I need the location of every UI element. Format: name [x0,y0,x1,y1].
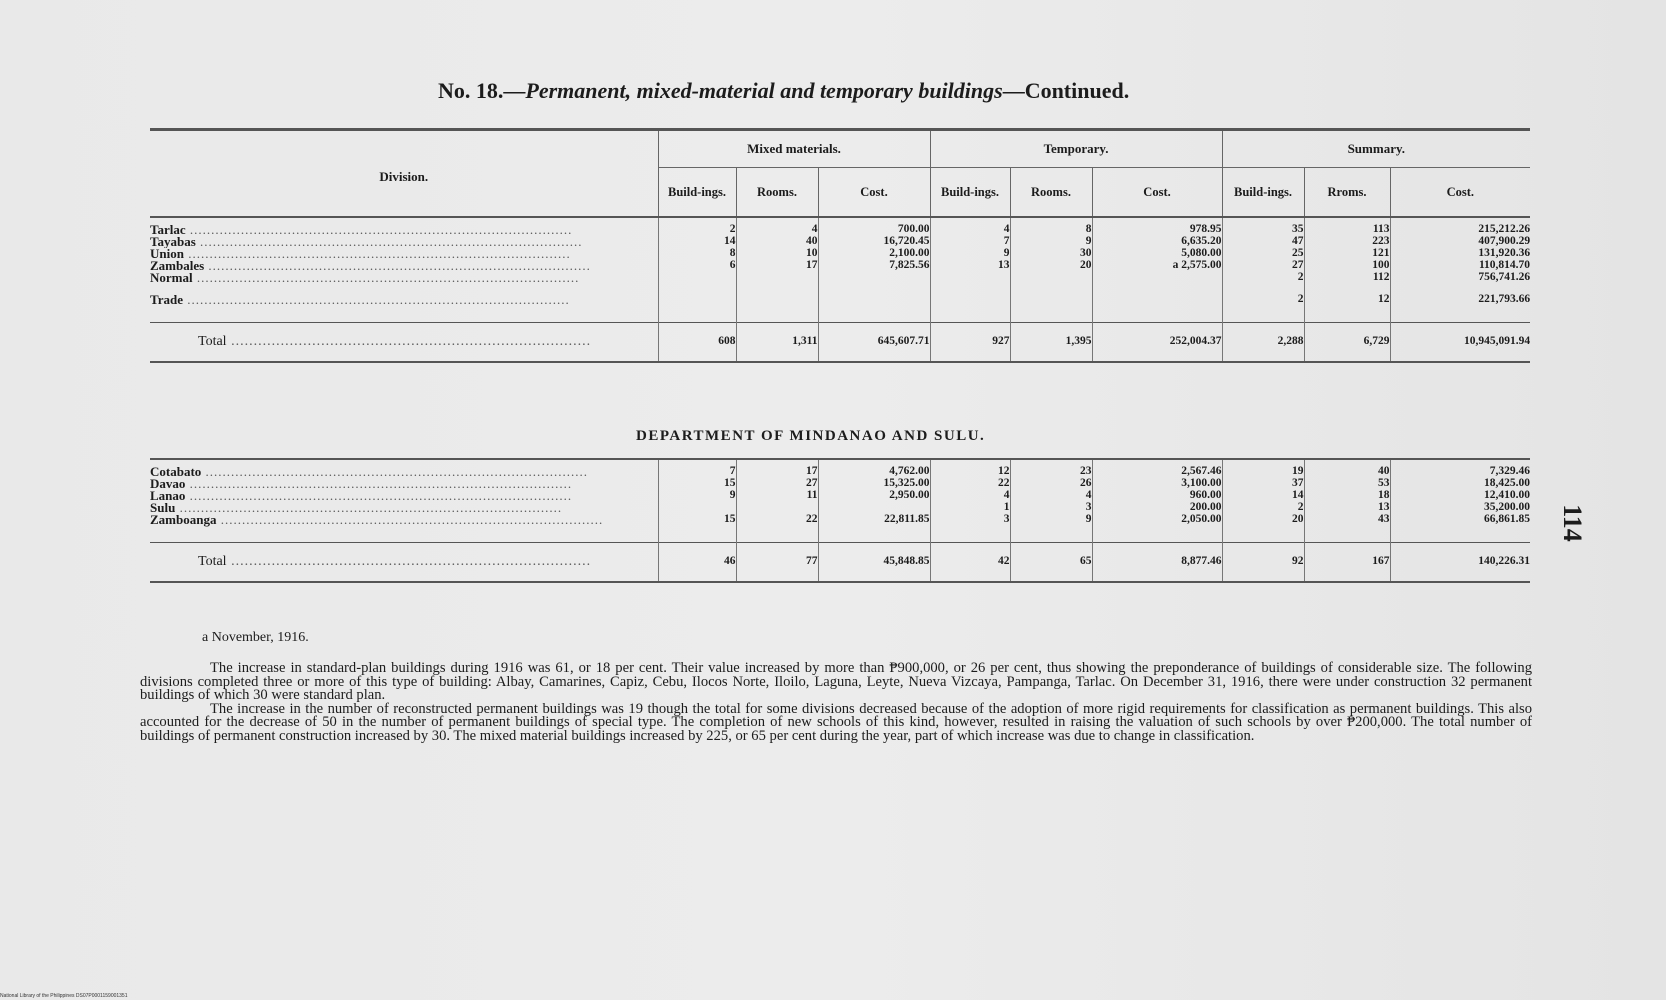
total-label: Total ................................................................................ [150,542,658,582]
mixed-buildings-cell: 2 [658,224,736,236]
temporary-buildings-cell: 9 [930,248,1010,260]
page-number: 114 [1557,504,1587,542]
total-temporary-cost-cell: 252,004.37 [1092,322,1222,362]
temporary-cost-cell: 3,100.00 [1092,478,1222,490]
summary-buildings-cell: 47 [1222,236,1304,248]
mixed-buildings-cell [658,502,736,514]
summary-header: Summary. [1222,130,1530,168]
summary-buildings-cell: 25 [1222,248,1304,260]
mixed-cost-cell: 2,950.00 [818,490,930,502]
summary-buildings-header: Build-ings. [1222,168,1304,218]
total-temporary-buildings-cell: 42 [930,542,1010,582]
mixed-buildings-cell: 8 [658,248,736,260]
summary-cost-cell: 110,814.70 [1390,260,1530,272]
total-mixed-cost-cell: 645,607.71 [818,322,930,362]
total-mixed-rooms-cell: 1,311 [736,322,818,362]
temporary-buildings-cell: 12 [930,466,1010,478]
mixed-rooms-cell [736,272,818,294]
summary-rooms-cell: 53 [1304,478,1390,490]
mixed-rooms-cell: 10 [736,248,818,260]
title-text: Permanent, mixed-material and temporary buildings [525,78,1003,103]
mixed-rooms-cell: 40 [736,236,818,248]
total-temporary-cost-cell: 8,877.46 [1092,542,1222,582]
temporary-rooms-cell: 9 [1010,236,1092,248]
total-label-text: Total [198,333,227,349]
summary-rooms-cell: 13 [1304,502,1390,514]
table-row [150,502,1530,514]
division-name: Lanao .......................................................................................... [150,490,573,502]
temporary-buildings-cell [930,272,1010,294]
table-row [150,478,1530,490]
mixed-buildings-cell: 15 [658,478,736,490]
table-title [438,78,1258,104]
division-label: Zambales [150,260,205,272]
total-mixed-buildings-cell: 46 [658,542,736,582]
temporary-rooms-cell: 8 [1010,224,1092,236]
mixed-rooms-cell: 11 [736,490,818,502]
mixed-rooms-cell [736,294,818,322]
footnote: a November, 1916. [202,630,309,645]
division-label: Trade [150,294,183,307]
temporary-cost-cell [1092,294,1222,322]
total-mixed-cost-cell: 45,848.85 [818,542,930,582]
summary-rooms-cell: 112 [1304,272,1390,294]
temporary-header: Temporary. [930,130,1222,168]
temporary-rooms-cell: 4 [1010,490,1092,502]
scan-credit: National Library of the Philippines DS07P0001159001351 [0,993,128,999]
division-label: Tarlac [150,224,186,236]
summary-rooms-cell: 18 [1304,490,1390,502]
summary-cost-cell: 35,200.00 [1390,502,1530,514]
temporary-buildings-header: Build-ings. [930,168,1010,218]
mixed-cost-cell: 15,325.00 [818,478,930,490]
temporary-cost-cell: a 2,575.00 [1092,260,1222,272]
temporary-rooms-cell: 20 [1010,260,1092,272]
total-row [150,322,1530,362]
mixed-buildings-cell: 7 [658,466,736,478]
title-suffix: —Continued. [1002,78,1130,103]
summary-rooms-header: Rroms. [1304,168,1390,218]
mixed-buildings-cell: 9 [658,490,736,502]
temporary-rooms-cell: 9 [1010,514,1092,542]
mixed-rooms-cell: 22 [736,514,818,542]
division-name: Tayabas .......................................................................................... [150,236,583,248]
summary-cost-cell: 7,329.46 [1390,466,1530,478]
summary-cost-cell: 12,410.00 [1390,490,1530,502]
division-name: Davao .......................................................................................... [150,478,573,490]
summary-buildings-cell: 27 [1222,260,1304,272]
mixed-rooms-cell: 17 [736,260,818,272]
temporary-rooms-cell: 3 [1010,502,1092,514]
mixed-cost-cell: 16,720.45 [818,236,930,248]
temporary-cost-cell: 2,567.46 [1092,466,1222,478]
total-summary-cost-cell: 10,945,091.94 [1390,322,1530,362]
mixed-rooms-cell: 17 [736,466,818,478]
table-row [150,248,1530,260]
mixed-cost-cell: 700.00 [818,224,930,236]
summary-buildings-cell: 19 [1222,466,1304,478]
total-summary-buildings-cell: 2,288 [1222,322,1304,362]
temporary-rooms-cell: 30 [1010,248,1092,260]
division-name: Tarlac .......................................................................................... [150,224,573,236]
division-label: Cotabato [150,466,202,478]
division-name: Cotabato .......................................................................................... [150,466,589,478]
buildings-table-section2 [150,458,1530,583]
mixed-buildings-cell [658,294,736,322]
total-summary-cost-cell: 140,226.31 [1390,542,1530,582]
temporary-rooms-cell [1010,294,1092,322]
summary-cost-cell: 221,793.66 [1390,294,1530,322]
table-row [150,466,1530,478]
division-label: Davao [150,478,186,490]
division-name: Trade .......................................................................................... [150,294,570,307]
buildings-table-section1 [150,128,1530,363]
division-name: Union .......................................................................................... [150,248,571,260]
total-summary-buildings-cell: 92 [1222,542,1304,582]
temporary-cost-header: Cost. [1092,168,1222,218]
total-summary-rooms-cell: 167 [1304,542,1390,582]
table-row [150,272,1530,294]
paragraph-1: The increase in standard-plan buildings during 1916 was 61, or 18 per cent. Their value increased by more than ₱900,000, or 26 per cent, thus showing the preponderance of buildings of considerable size. The following divisions completed three or more of this type of building: Albay, Camarines, Capiz, Cebu, Ilocos Norte, Iloilo, Laguna, Leyte, Nueva Vizcaya, Pampanga, Tarlac. On December 31, 1916, there were under construction 32 permanent buildings of which 30 were standard plan. [140,660,1532,704]
division-label: Sulu [150,502,176,514]
temporary-cost-cell: 5,080.00 [1092,248,1222,260]
summary-buildings-cell: 2 [1222,502,1304,514]
temporary-rooms-header: Rooms. [1010,168,1092,218]
body-text [140,662,1532,744]
temporary-cost-cell: 978.95 [1092,224,1222,236]
total-label: Total ................................................................................ [150,322,658,362]
summary-buildings-cell: 2 [1222,272,1304,294]
total-summary-rooms-cell: 6,729 [1304,322,1390,362]
mixed-buildings-cell: 14 [658,236,736,248]
summary-cost-cell: 756,741.26 [1390,272,1530,294]
paragraph-2: The increase in the number of reconstructed permanent buildings was 19 though the total for some divisions decreased because of the adoption of more rigid requirements for classification as permanent buildings. This also accounted for the decrease of 50 in the number of permanent buildings of special type. The completion of new schools of this kind, however, resulted in raising the valuation of such schools by over ₱200,000. The total number of buildings of permanent construction increased by 30. The mixed material buildings increased by 225, or 65 per cent during the year, part of which increase was due to change in classification. [140,700,1532,744]
mixed-buildings-header: Build-ings. [658,168,736,218]
summary-rooms-cell: 40 [1304,466,1390,478]
division-label: Tayabas [150,236,196,248]
summary-rooms-cell: 223 [1304,236,1390,248]
total-label-text: Total [198,553,227,569]
table-row [150,490,1530,502]
total-temporary-rooms-cell: 65 [1010,542,1092,582]
division-label: Normal [150,272,193,285]
mixed-buildings-cell [658,272,736,294]
mixed-cost-cell [818,272,930,294]
summary-rooms-cell: 113 [1304,224,1390,236]
mixed-cost-cell: 7,825.56 [818,260,930,272]
table-row [150,514,1530,542]
summary-cost-cell: 66,861.85 [1390,514,1530,542]
department-heading: DEPARTMENT OF MINDANAO AND SULU. [636,428,986,444]
mixed-cost-header: Cost. [818,168,930,218]
mixed-cost-cell: 2,100.00 [818,248,930,260]
division-header: Division. [150,130,658,218]
summary-buildings-cell: 20 [1222,514,1304,542]
total-row [150,542,1530,582]
total-mixed-buildings-cell: 608 [658,322,736,362]
temporary-buildings-cell: 7 [930,236,1010,248]
summary-rooms-cell: 43 [1304,514,1390,542]
mixed-buildings-cell: 15 [658,514,736,542]
temporary-cost-cell: 6,635.20 [1092,236,1222,248]
total-mixed-rooms-cell: 77 [736,542,818,582]
division-label: Lanao [150,490,186,502]
mixed-buildings-cell: 6 [658,260,736,272]
temporary-buildings-cell: 4 [930,490,1010,502]
temporary-rooms-cell: 26 [1010,478,1092,490]
temporary-buildings-cell [930,294,1010,322]
temporary-cost-cell [1092,272,1222,294]
mixed-rooms-cell: 27 [736,478,818,490]
summary-buildings-cell: 35 [1222,224,1304,236]
table-row [150,260,1530,272]
table-row [150,294,1530,322]
temporary-cost-cell: 2,050.00 [1092,514,1222,542]
temporary-cost-cell: 200.00 [1092,502,1222,514]
total-temporary-rooms-cell: 1,395 [1010,322,1092,362]
mixed-cost-cell: 22,811.85 [818,514,930,542]
summary-cost-cell: 407,900.29 [1390,236,1530,248]
summary-rooms-cell: 100 [1304,260,1390,272]
summary-cost-cell: 215,212.26 [1390,224,1530,236]
division-label: Zamboanga [150,514,217,527]
mixed-rooms-cell [736,502,818,514]
summary-cost-header: Cost. [1390,168,1530,218]
division-name: Zambales .......................................................................................... [150,260,591,272]
mixed-cost-cell: 4,762.00 [818,466,930,478]
temporary-rooms-cell: 23 [1010,466,1092,478]
division-name: Normal .......................................................................................... [150,272,580,285]
division-label: Union [150,248,184,260]
mixed-rooms-header: Rooms. [736,168,818,218]
mixed-cost-cell [818,502,930,514]
temporary-buildings-cell: 22 [930,478,1010,490]
mixed-rooms-cell: 4 [736,224,818,236]
summary-rooms-cell: 12 [1304,294,1390,322]
table-row [150,224,1530,236]
summary-buildings-cell: 14 [1222,490,1304,502]
mixed-cost-cell [818,294,930,322]
temporary-buildings-cell: 1 [930,502,1010,514]
temporary-rooms-cell [1010,272,1092,294]
temporary-buildings-cell: 4 [930,224,1010,236]
total-temporary-buildings-cell: 927 [930,322,1010,362]
temporary-cost-cell: 960.00 [1092,490,1222,502]
summary-buildings-cell: 2 [1222,294,1304,322]
division-name: Zamboanga .......................................................................................... [150,514,604,527]
summary-rooms-cell: 121 [1304,248,1390,260]
temporary-buildings-cell: 3 [930,514,1010,542]
summary-buildings-cell: 37 [1222,478,1304,490]
title-number: No. 18.— [438,78,526,103]
mixed-materials-header: Mixed materials. [658,130,930,168]
division-name: Sulu .......................................................................................... [150,502,563,514]
temporary-buildings-cell: 13 [930,260,1010,272]
summary-cost-cell: 18,425.00 [1390,478,1530,490]
summary-cost-cell: 131,920.36 [1390,248,1530,260]
table-row [150,236,1530,248]
